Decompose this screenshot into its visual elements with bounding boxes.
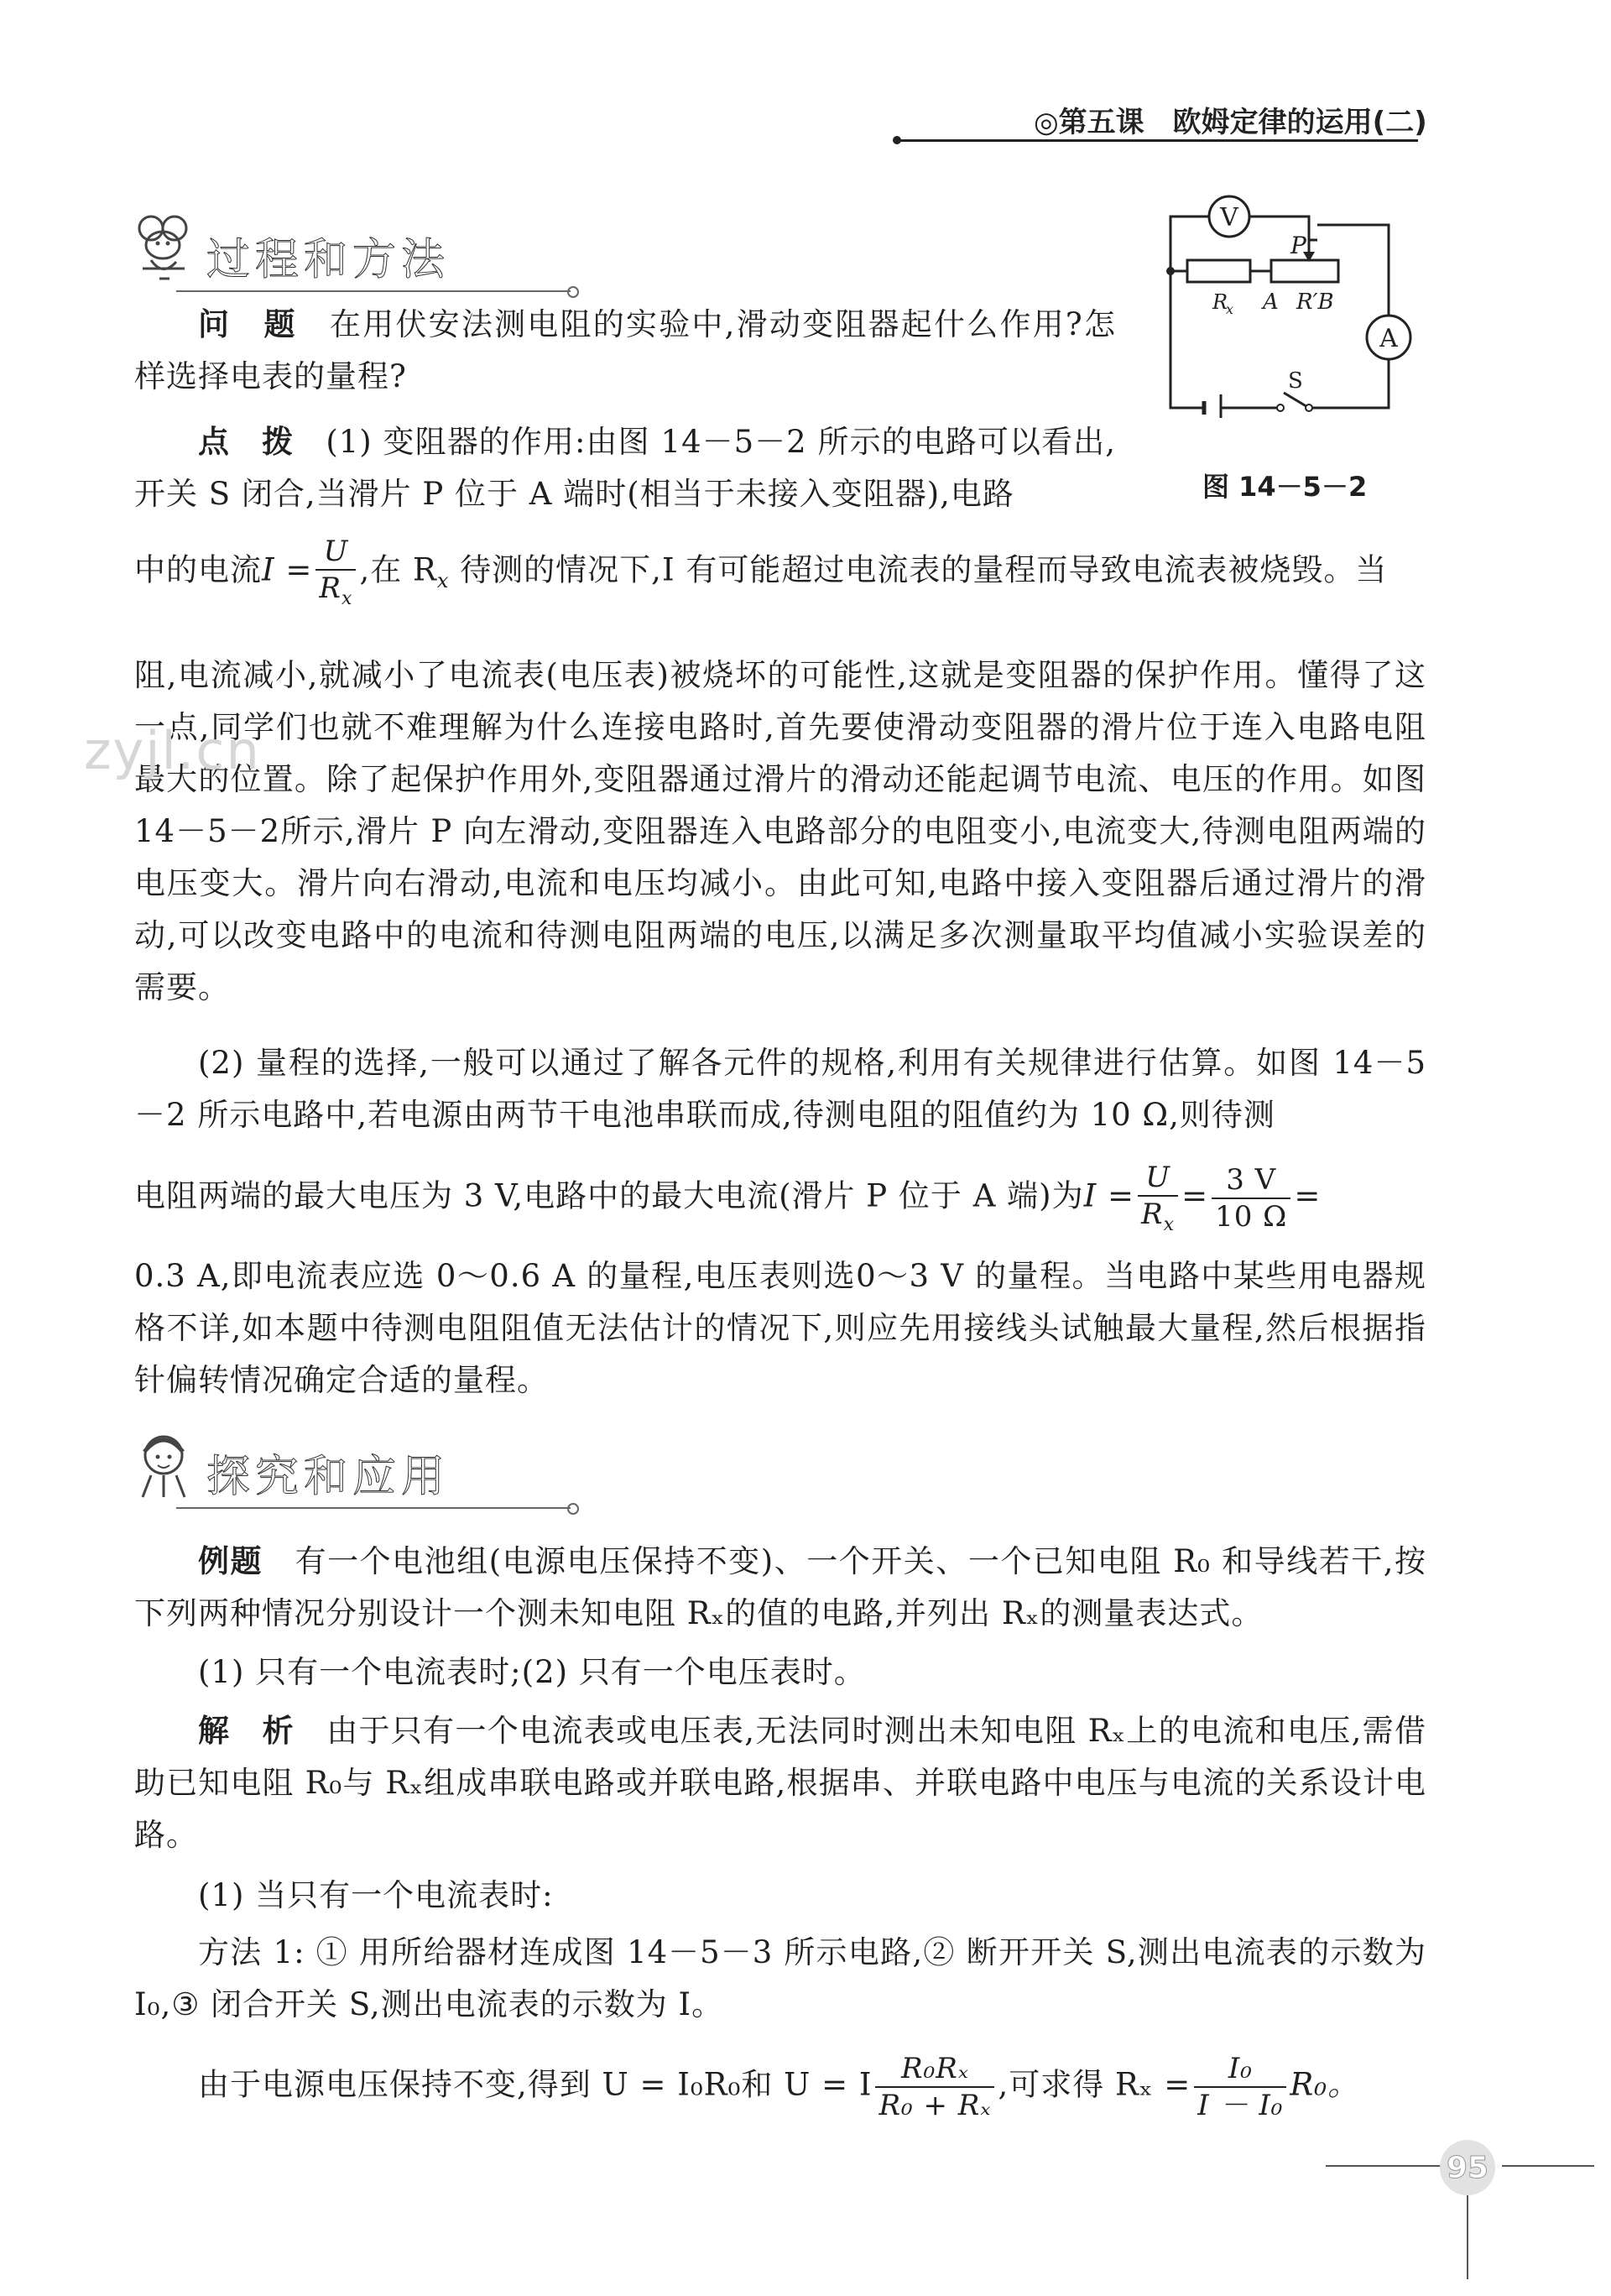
rheostat-role-paragraph: 阻,电流减小,就减小了电流表(电压表)被烧坏的可能性,这就是变阻器的保护作用。懂得了这一点,同学们也就不难理解为什么连接电路时,首先要使滑动变阻器的滑片位于连入电路电阻最大的位置。除了起保护作用外,变阻器通过滑片的滑动还能起调节电流、电压的作用。如图14－5－2所示,滑片 P 向左滑动,变阻器连入电路部分的电阻变小,电流变大,待测电阻两端的电压变大。滑片向右滑动,电流和电压均减小。由此可知,电路中接入变阻器后通过滑片的滑动,可以改变电路中的电流和待测电阻两端的电压,以满足多次测量取平均值减小实验误差的需要。 (134, 657, 1426, 1005)
a-end-label: A (1263, 290, 1279, 315)
section-underline (176, 290, 571, 292)
analysis-label: 解 析 (198, 1713, 295, 1749)
method-1-paragraph: 方法 1: ① 用所给器材连成图 14－5－3 所示电路,② 断开开关 S,测出电流表的示数为 I₀,③ 闭合开关 S,测出电流表的示数为 I。 (134, 1934, 1426, 2022)
example-paragraph (134, 1536, 1426, 1640)
footer-tick (1467, 2195, 1468, 2279)
example-label: 例题 (198, 1543, 263, 1579)
circuit-diagram-14-5-2 (1137, 191, 1414, 418)
mouse-mascot-icon (126, 210, 201, 285)
question-text: 在用伏安法测电阻的实验中,滑动变阻器起什么作用?怎样选择电表的量程? (134, 306, 1116, 394)
section-heading-inquiry (126, 1427, 450, 1502)
example-text: 有一个电池组(电源电压保持不变)、一个开关、一个已知电阻 R₀ 和导线若干,按下列两种情况分别设计一个测未知电阻 Rₓ的值的电路,并列出 Rₓ的测量表达式。 (134, 1543, 1427, 1631)
section-title: 过程和方法 (206, 235, 451, 285)
ammeter-label: A (1379, 324, 1398, 353)
rx-label: R (1212, 290, 1228, 314)
analysis-text: 由于只有一个电流表或电压表,无法同时测出未知电阻 Rₓ上的电流和电压,需借助已知电阻 R₀与 Rₓ组成串联电路或并联电路,根据串、并联电路中电压与电流的关系设计电路。 (134, 1713, 1426, 1853)
section-title: 探究和应用 (206, 1452, 451, 1502)
rx-derivation-line: 由于电源电压保持不变,得到 U = I₀R₀和 U = I $\frac{\text{R₀Rₓ}}{\text{R₀ + Rₓ}}$ ,可求得 Rₓ = $\frac{\text{I₀}}{\text{I － I₀}}$ R₀。 (198, 2052, 1360, 2122)
header-rule (898, 139, 1418, 142)
range-selection-paragraph: (2) 量程的选择,一般可以通过了解各元件的规格,利用有关规律进行估算。如图 14－5－2 所示电路中,若电源由两节干电池串联而成,待测电阻的阻值约为 10 Ω,则待测 (134, 1045, 1426, 1133)
chapter-header: ◎第五课 欧姆定律的运用(二) (1034, 106, 1427, 139)
rx-sub-label: x (1226, 301, 1234, 317)
hint-label: 点 拨 (198, 424, 295, 460)
hint-paragraph (134, 416, 1116, 520)
footer-rule (1326, 2165, 1443, 2167)
girl-mascot-icon (126, 1427, 201, 1502)
range-result-paragraph: 0.3 A,即电流表应选 0～0.6 A 的量程,电压表则选0～3 V 的量程。当电路中某些用电器规格不详,如本题中待测电阻阻值无法估计的情况下,则应先用接线头试触最大量程,然后根据指针偏转情况确定合适的量程。 (134, 1258, 1426, 1398)
switch-label: S (1288, 368, 1303, 394)
figure-caption: 图 14－5－2 (1202, 471, 1368, 503)
question-paragraph (134, 299, 1116, 403)
example-cases: (1) 只有一个电流表时;(2) 只有一个电压表时。 (198, 1654, 866, 1690)
hint-text: (1) 变阻器的作用:由图 14－5－2 所示的电路可以看出,开关 S 闭合,当滑片 P 位于 A 端时(相当于未接入变阻器),电路 (134, 424, 1116, 512)
voltmeter-label: V (1220, 203, 1238, 232)
ammeter-case-heading: (1) 当只有一个电流表时: (198, 1877, 554, 1913)
section-heading-process (126, 210, 450, 285)
section-underline (176, 1507, 571, 1509)
current-formula-line: 中的电流I = $\frac{U}{R_x}$ ,在 $R_x$ 待测的情况下,I 有可能超过电流表的量程而导致电流表被烧毁。当 (134, 535, 1388, 609)
watermark: zyjl.cn (84, 720, 261, 781)
analysis-paragraph (134, 1705, 1426, 1861)
rprime-b-label: R′B (1296, 290, 1334, 315)
footer-rule (1502, 2165, 1594, 2167)
page-number: 95 (1440, 2140, 1495, 2195)
max-current-line: 电阻两端的最大电压为 3 V,电路中的最大电流(滑片 P 位于 A 端)为I = $\frac{U}{R_x}$ = $\frac{3 V}{10 \Omega}$ = (134, 1161, 1322, 1235)
current-fraction: $\frac{U}{R_x}$ (315, 537, 356, 608)
slider-label: P (1290, 232, 1306, 259)
question-label: 问 题 (198, 306, 297, 342)
